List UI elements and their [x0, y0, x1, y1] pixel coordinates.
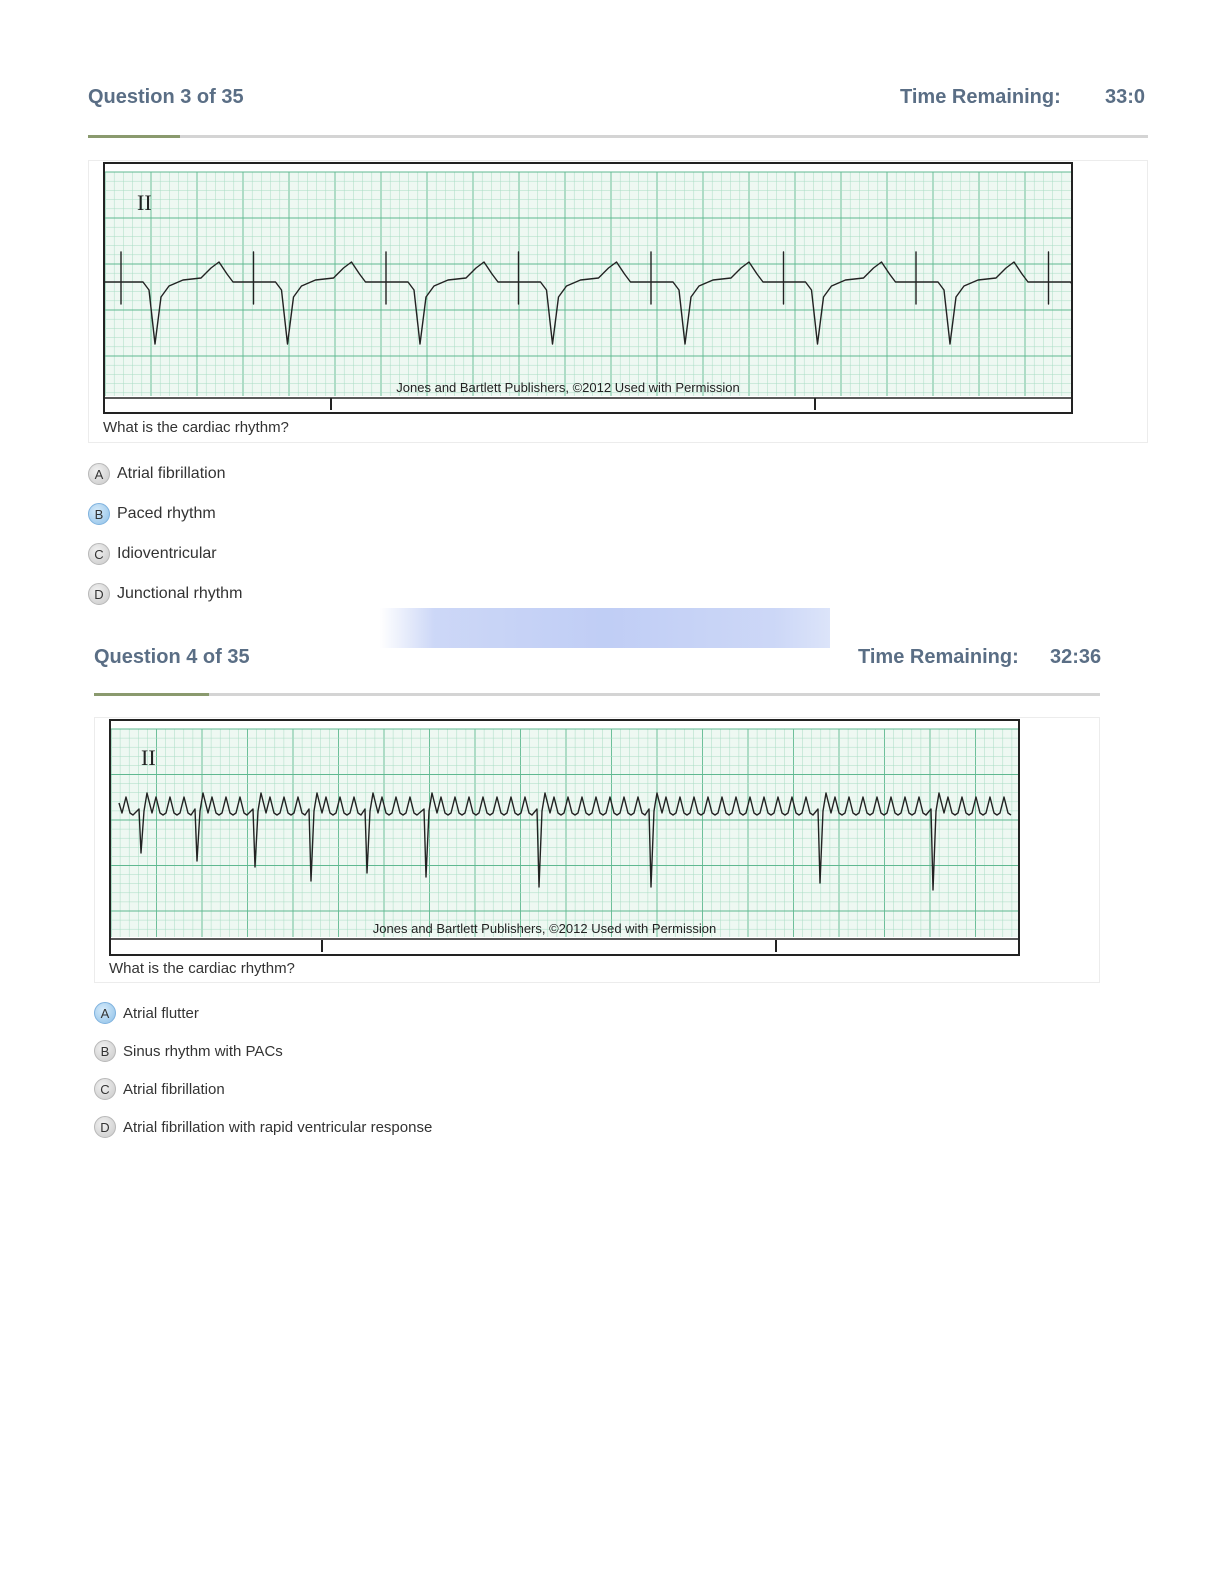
ecg-credit: Jones and Bartlett Publishers, ©2012 Used with Permission — [396, 380, 740, 395]
option-label: Idioventricular — [117, 545, 217, 562]
option-b[interactable] — [88, 503, 216, 525]
option-label: Atrial fibrillation with rapid ventricular response — [123, 1118, 433, 1136]
question-title: Question 4 of 35 — [94, 646, 250, 668]
question-4 — [94, 640, 1100, 1160]
progress-bar — [88, 135, 1148, 138]
option-a[interactable] — [94, 1002, 199, 1024]
ecg-strip — [109, 719, 1020, 956]
ecg-lead-label: II — [141, 745, 156, 770]
letter-circle-icon: B — [94, 1040, 116, 1062]
ecg-tracing — [111, 721, 1018, 954]
option-c[interactable] — [88, 543, 217, 565]
option-a[interactable] — [88, 463, 225, 485]
time-remaining-value: 32:36 — [1050, 646, 1102, 668]
question-header — [88, 80, 1148, 120]
ecg-grid-bg — [105, 172, 1071, 396]
option-label: Paced rhythm — [117, 505, 216, 522]
ecg-tracing — [105, 164, 1071, 412]
option-label: Sinus rhythm with PACs — [123, 1042, 283, 1060]
progress-fill — [88, 135, 180, 138]
option-label: Junctional rhythm — [117, 585, 243, 602]
question-3 — [88, 80, 1148, 620]
letter-circle-icon: D — [94, 1116, 116, 1138]
option-label: Atrial fibrillation — [117, 465, 226, 482]
ecg-strip — [103, 162, 1073, 414]
progress-fill — [94, 693, 209, 696]
letter-circle-icon: A — [88, 463, 110, 485]
question-prompt: What is the cardiac rhythm? — [103, 419, 289, 436]
letter-circle-icon: A — [94, 1002, 116, 1024]
letter-circle-icon: D — [88, 583, 110, 605]
option-label: Atrial fibrillation — [123, 1080, 225, 1098]
letter-circle-icon: C — [94, 1078, 116, 1100]
letter-circle-icon: B — [88, 503, 110, 525]
option-b[interactable] — [94, 1040, 283, 1062]
time-remaining-label: Time Remaining: — [858, 646, 1019, 668]
question-header — [94, 640, 1100, 680]
option-d[interactable] — [94, 1116, 432, 1138]
question-panel — [94, 717, 1100, 983]
time-remaining-value: 33:0 — [1105, 86, 1146, 108]
option-label: Atrial flutter — [123, 1004, 199, 1022]
question-panel — [88, 160, 1148, 443]
ecg-credit: Jones and Bartlett Publishers, ©2012 Used with Permission — [372, 921, 717, 936]
option-c[interactable] — [94, 1078, 225, 1100]
progress-bar — [94, 693, 1100, 696]
letter-circle-icon: C — [88, 543, 110, 565]
ecg-lead-label: II — [137, 190, 152, 215]
time-remaining-label: Time Remaining: — [900, 86, 1061, 108]
question-prompt: What is the cardiac rhythm? — [109, 960, 295, 977]
question-title: Question 3 of 35 — [88, 86, 244, 108]
option-d[interactable] — [88, 583, 242, 605]
